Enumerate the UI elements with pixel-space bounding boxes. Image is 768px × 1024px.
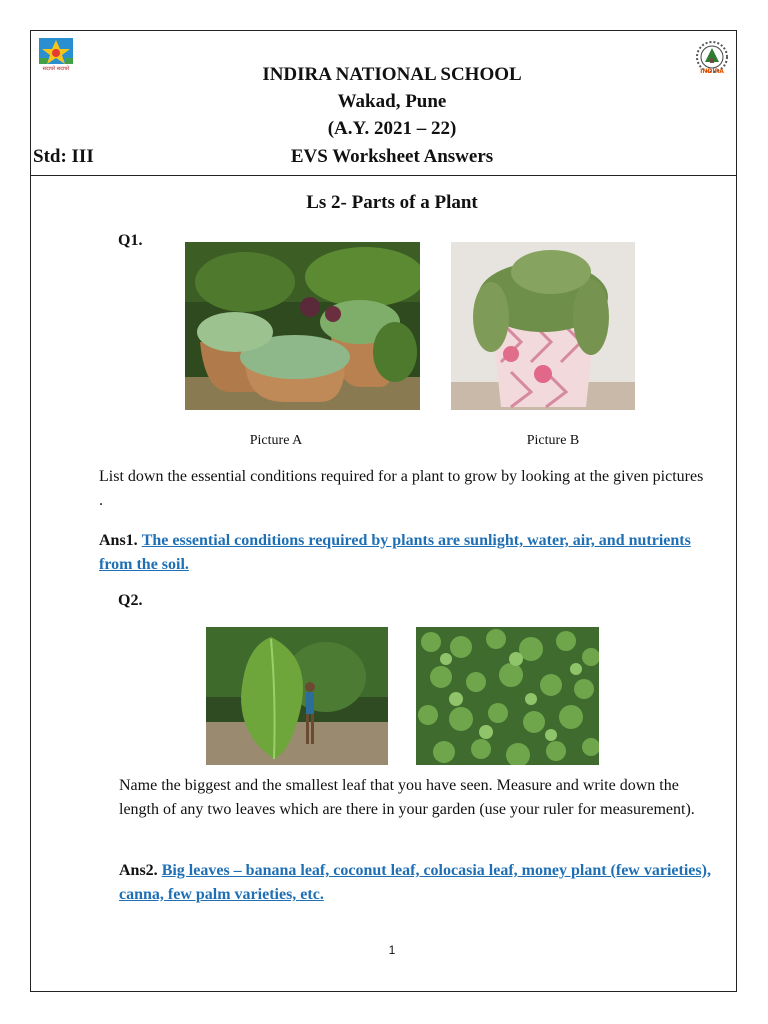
q1-label: Q1.	[118, 232, 143, 249]
q2-answer-label: Ans2.	[119, 862, 158, 879]
page-number: 1	[388, 943, 396, 957]
q2-label: Q2.	[118, 592, 143, 609]
lesson-title: Ls 2- Parts of a Plant	[306, 192, 478, 213]
q1-answer-label: Ans1.	[99, 532, 138, 549]
left-logo-caption: सदाचरे सदाचरे	[42, 66, 70, 72]
worksheet-title: EVS Worksheet Answers	[290, 146, 494, 167]
q2-answer-link[interactable]: Big leaves – banana leaf, coconut leaf, colocasia leaf, money plant (few varieties), canna, few palm varieties, etc.	[119, 862, 711, 903]
picture-b-wilted-plant	[451, 242, 635, 410]
school-logo-left	[37, 36, 75, 76]
q2-question: Name the biggest and the smallest leaf that you have seen. Measure and write down the length of any two leaves which are there in your garden (use your ruler for measurement).	[119, 777, 695, 818]
q2-answer-block	[119, 859, 717, 907]
picture-small-leaves	[416, 627, 599, 765]
caption-picture-a: Picture A	[249, 433, 303, 448]
school-logo-right	[693, 40, 731, 80]
header-divider	[30, 175, 737, 176]
q1-question: List down the essential conditions required for a plant to grow by looking at the given pictures .	[99, 468, 704, 509]
caption-picture-b: Picture B	[526, 433, 580, 448]
school-location: Wakad, Pune	[337, 91, 447, 112]
q1-answer-link[interactable]: The essential conditions required by plants are sunlight, water, air, and nutrients from the soil.	[99, 532, 691, 573]
academic-year: (A.Y. 2021 – 22)	[327, 118, 457, 139]
standard-label: Std: III	[33, 146, 94, 167]
picture-giant-leaf	[206, 627, 388, 765]
picture-a-succulents	[185, 242, 420, 410]
right-logo-caption: INDIRA	[700, 68, 724, 75]
school-name: INDIRA NATIONAL SCHOOL	[262, 64, 522, 85]
q1-answer-block	[99, 529, 709, 577]
